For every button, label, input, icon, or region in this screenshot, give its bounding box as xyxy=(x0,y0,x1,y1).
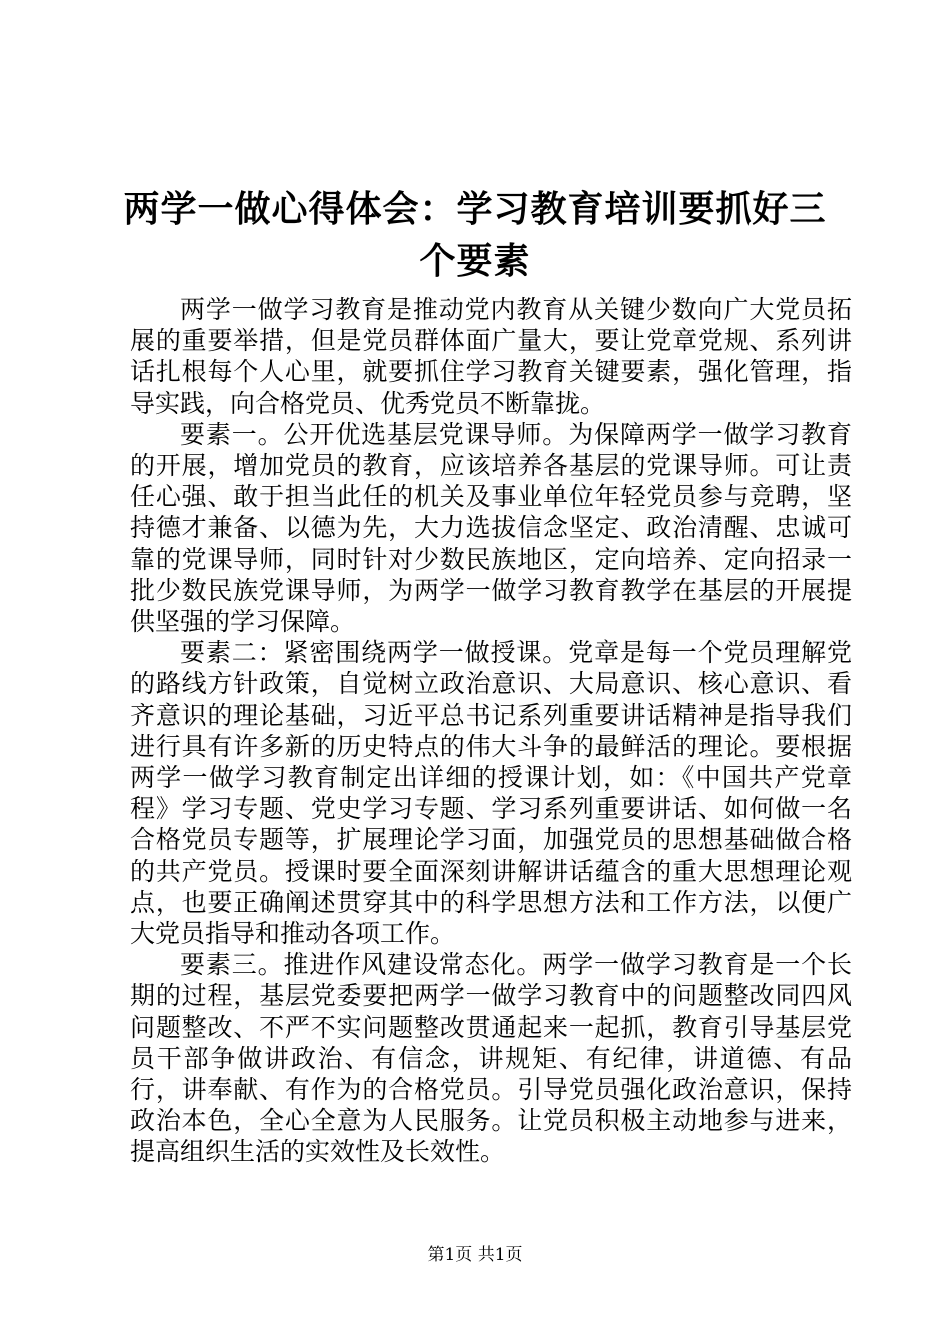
paragraph-intro: 两学一做学习教育是推动党内教育从关键少数向广大党员拓展的重要举措，但是党员群体面广量大，要让党章党规、系列讲话扎根每个人心里，就要抓住学习教育关键要素，强化管理，指导实践，向合格党员、优秀党员不断靠拢。 xyxy=(130,295,852,418)
paragraph-element-one: 要素一。公开优选基层党课导师。为保障两学一做学习教育的开展，增加党员的教育，应该培养各基层的党课导师。可让责任心强、敢于担当此任的机关及事业单位年轻党员参与竞聘，坚持德才兼备、以德为先，大力选拔信念坚定、政治清醒、忠诚可靠的党课导师，同时针对少数民族地区，定向培养、定向招录一批少数民族党课导师，为两学一做学习教育教学在基层的开展提供坚强的学习保障。 xyxy=(130,419,852,637)
document-body xyxy=(130,294,852,1168)
page-number-footer: 第1页 共1页 xyxy=(427,1245,523,1265)
paragraph-element-two: 要素二：紧密围绕两学一做授课。党章是每一个党员理解党的路线方针政策，自觉树立政治意识、大局意识、核心意识、看齐意识的理论基础，习近平总书记系列重要讲话精神是指导我们进行具有许多新的历史特点的伟大斗争的最鲜活的理论。要根据两学一做学习教育制定出详细的授课计划，如：《中国共产党章程》学习专题、党史学习专题、学习系列重要讲话、如何做一名合格党员专题等，扩展理论学习面，加强党员的思想基础做合格的共产党员。授课时要全面深刻讲解讲话蕴含的重大思想理论观点，也要正确阐述贯穿其中的科学思想方法和工作方法，以便广大党员指导和推动各项工作。 xyxy=(130,638,852,949)
document-title: 两学一做心得体会：学习教育培训要抓好三个要素 xyxy=(123,189,827,282)
paragraph-element-three: 要素三。推进作风建设常态化。两学一做学习教育是一个长期的过程，基层党委要把两学一做学习教育中的问题整改同四风问题整改、不严不实问题整改贯通起来一起抓，教育引导基层党员干部争做讲政治、有信念，讲规矩、有纪律，讲道德、有品行，讲奉献、有作为的合格党员。引导党员强化政治意识，保持政治本色，全心全意为人民服务。让党员积极主动地参与进来，提高组织生活的实效性及长效性。 xyxy=(130,950,852,1167)
